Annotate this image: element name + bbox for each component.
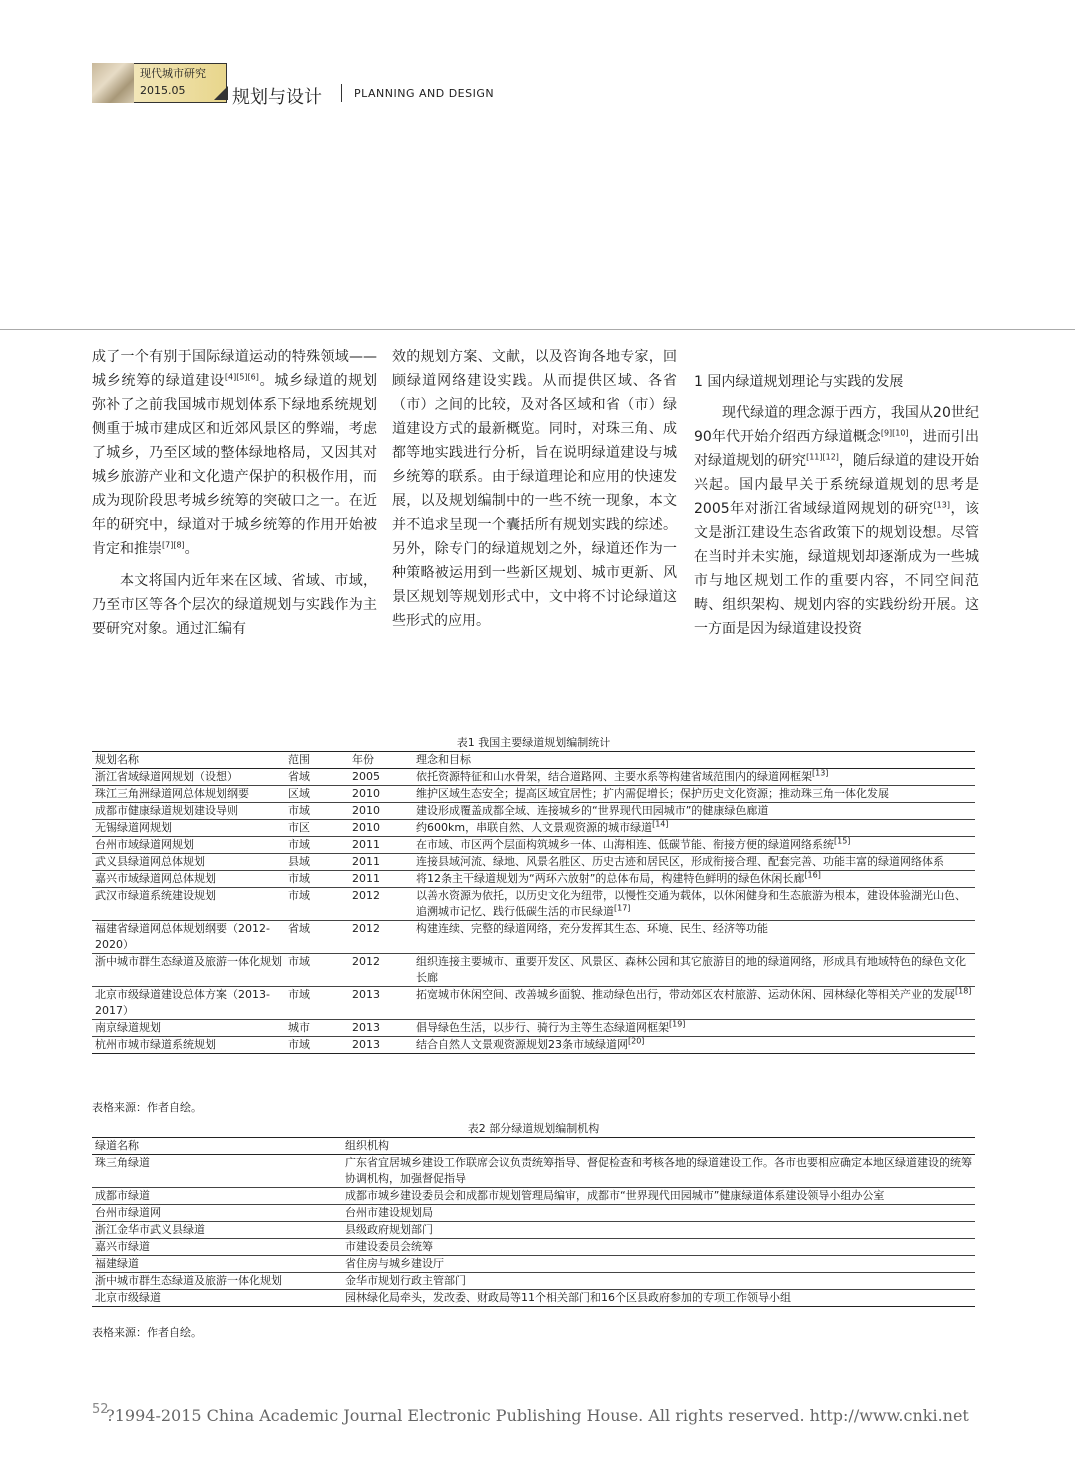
table-cell xyxy=(342,1290,975,1307)
cell-text: 2010 xyxy=(352,821,380,834)
cell-text: 浙中城市群生态绿道及旅游一体化规划 xyxy=(95,1274,282,1287)
table-cell xyxy=(342,1155,975,1188)
column-header: 理念和目标 xyxy=(413,752,975,769)
cell-text: 2013 xyxy=(352,988,380,1001)
table-cell xyxy=(349,888,413,921)
citation: [20] xyxy=(628,1036,645,1046)
cell-text: 市建设委员会统筹 xyxy=(345,1240,433,1253)
table-row xyxy=(92,1205,975,1222)
table-row xyxy=(92,1239,975,1256)
cell-text: 组织连接主要城市、重要开发区、风景区、森林公园和其它旅游目的地的绿道网络，形成具有地域特色的绿色文化长廊 xyxy=(416,955,966,984)
cell-text: 武汉市绿道系统建设规划 xyxy=(95,889,216,902)
table-cell xyxy=(342,1256,975,1273)
column-header: 组织机构 xyxy=(342,1138,975,1155)
table2-header-row xyxy=(92,1138,975,1155)
cell-text: 广东省宜居城乡建设工作联席会议负责统筹指导、督促检查和考核各地的绿道建设工作。各市也要相应确定本地区绿道建设的统筹协调机构，加强督促指导 xyxy=(345,1156,972,1185)
table-cell xyxy=(285,820,349,837)
table-cell xyxy=(285,888,349,921)
journal-name: 现代城市研究 xyxy=(140,67,206,80)
table-cell xyxy=(285,871,349,888)
table-cell xyxy=(92,954,285,987)
citation: [7][8] xyxy=(162,540,185,550)
table-cell xyxy=(349,803,413,820)
table-cell xyxy=(342,1188,975,1205)
text-run: 现代绿道的理念源于西方，我国从20世纪90年代开始介绍西方绿道概念 xyxy=(694,405,979,445)
section-title: 规划与设计 xyxy=(232,87,322,108)
table-cell xyxy=(92,871,285,888)
cell-text: 县级政府规划部门 xyxy=(345,1223,433,1236)
section-title-en: PLANNING AND DESIGN xyxy=(354,87,495,100)
table-cell xyxy=(285,987,349,1020)
table-cell xyxy=(349,921,413,954)
table-cell xyxy=(349,786,413,803)
table-cell xyxy=(92,987,285,1020)
table-cell xyxy=(285,1037,349,1054)
cell-text: 市域 xyxy=(288,988,310,1001)
table2 xyxy=(92,1137,975,1307)
table-cell xyxy=(92,1290,342,1307)
section-heading: 1 国内绿道规划理论与实践的发展 xyxy=(694,374,904,390)
paragraph: 效的规划方案、文献，以及咨询各地专家，回顾绿道网络建设实践。从而提供区域、各省（市）之间的比较，及对各区域和省（市）绿道建设方式的最新概览。同时，对珠三角、成都等地实践进行分析，旨在说明绿道建设与城乡统筹的联系。由于绿道理论和应用的快速发展，以及规划编制中的一些不统一现象，本文并不追求呈现一个囊括所有规划实践的综述。另外，除专门的绿道规划之外，绿道还作为一种策略被运用到一些新区规划、城市更新、风景区规划等规划形式中，文中将不讨论绿道这些形式的应用。 xyxy=(392,349,677,629)
column-header: 规划名称 xyxy=(92,752,285,769)
citation: [11][12] xyxy=(806,452,839,462)
cell-text: 2010 xyxy=(352,787,380,800)
table-cell xyxy=(92,769,285,786)
cell-text: 嘉兴市域绿道网总体规划 xyxy=(95,872,216,885)
table-cell xyxy=(92,1188,342,1205)
cell-text: 北京市级绿道建设总体方案（2013-2017） xyxy=(95,988,270,1017)
table2-caption: 表2 部分绿道规划编制机构 xyxy=(467,1122,600,1135)
table-row xyxy=(92,854,975,871)
table-cell xyxy=(92,854,285,871)
table-cell xyxy=(349,854,413,871)
cell-text: 2012 xyxy=(352,955,380,968)
table-cell xyxy=(349,987,413,1020)
table-cell xyxy=(92,1256,342,1273)
table-cell xyxy=(349,769,413,786)
cell-text: 武义县绿道网总体规划 xyxy=(95,855,205,868)
table-cell xyxy=(413,786,975,803)
citation: [14] xyxy=(652,819,669,829)
cell-text: 拓宽城市休闲空间、改善城乡面貌、推动绿色出行，带动郊区农村旅游、运动休闲、园林绿化等相关产业的发展 xyxy=(416,988,955,1001)
text-run: 。 xyxy=(184,541,199,557)
cell-text: 维护区域生态安全；提高区域宜居性；扩内需促增长；保护历史文化资源；推动珠三角一体化发展 xyxy=(416,787,889,800)
table1-caption: 表1 我国主要绿道规划编制统计 xyxy=(456,736,611,749)
cell-text: 成都市健康绿道规划建设导则 xyxy=(95,804,238,817)
cell-text: 建设形成覆盖成都全域、连接城乡的“世界现代田园城市”的健康绿色廊道 xyxy=(416,804,769,817)
text-run: 成了一个有别于国际绿道运动的特殊领域——城乡统筹的绿道建设 xyxy=(92,349,377,389)
table-row xyxy=(92,1290,975,1307)
paragraph: 本文将国内近年来在区域、省域、市域，乃至市区等各个层次的绿道规划与实践作为主要研究对象。通过汇编有 xyxy=(92,573,377,637)
cell-text: 2005 xyxy=(352,770,380,783)
table-cell xyxy=(285,769,349,786)
cell-text: 南京绿道规划 xyxy=(95,1021,161,1034)
column-header: 年份 xyxy=(349,752,413,769)
cell-text: 城市 xyxy=(288,1021,310,1034)
cell-text: 市域 xyxy=(288,804,310,817)
table-row xyxy=(92,921,975,954)
cell-text: 市域 xyxy=(288,1038,310,1051)
body-column-1 xyxy=(92,345,377,641)
cell-text: 市域 xyxy=(288,838,310,851)
table-cell xyxy=(413,1037,975,1054)
cell-text: 省住房与城乡建设厅 xyxy=(345,1257,444,1270)
table-row xyxy=(92,1037,975,1054)
table-row xyxy=(92,769,975,786)
table-cell xyxy=(285,786,349,803)
cell-text: 依托资源特征和山水骨架，结合道路网、主要水系等构建省域范围内的绿道网框架 xyxy=(416,770,812,783)
cell-text: 2010 xyxy=(352,804,380,817)
table-cell xyxy=(349,1037,413,1054)
table-row xyxy=(92,786,975,803)
table-cell xyxy=(342,1205,975,1222)
cell-text: 嘉兴市绿道 xyxy=(95,1240,150,1253)
table-cell xyxy=(413,921,975,954)
journal-thumbnail-image xyxy=(92,63,134,103)
body-column-3 xyxy=(694,370,979,641)
text-run: ，随后绿道的建设开始兴起。国内最早关于系统绿道规划的思考是2005年对浙江省域绿道网规划的研究 xyxy=(694,453,980,517)
table-cell xyxy=(92,1155,342,1188)
table-row xyxy=(92,837,975,854)
table-row xyxy=(92,1256,975,1273)
table-cell xyxy=(413,837,975,854)
cell-text: 台州市绿道网 xyxy=(95,1206,161,1219)
cell-text: 台州市域绿道网规划 xyxy=(95,838,194,851)
table-cell xyxy=(285,954,349,987)
citation: [13] xyxy=(812,768,829,778)
table-cell xyxy=(92,803,285,820)
citation: [15] xyxy=(834,836,851,846)
cell-text: 无锡绿道网规划 xyxy=(95,821,172,834)
table-cell xyxy=(413,888,975,921)
table-row xyxy=(92,987,975,1020)
table2-source: 表格来源：作者自绘。 xyxy=(92,1326,202,1339)
text-run: ，该文是浙江建设生态省政策下的规划设想。尽管在当时并未实施，绿道规划却逐渐成为一些城市与地区规划工作的重要内容，不同空间范畴、组织架构、规划内容的实践纷纷开展。这一方面是因为绿道建设投资 xyxy=(694,501,979,637)
citation: [13] xyxy=(933,500,950,510)
table-cell xyxy=(349,954,413,987)
citation: [9][10] xyxy=(880,428,909,438)
column-header: 范围 xyxy=(285,752,349,769)
table-cell xyxy=(92,1205,342,1222)
table-row xyxy=(92,1020,975,1037)
cell-text: 区域 xyxy=(288,787,310,800)
cell-text: 浙江金华市武义县绿道 xyxy=(95,1223,205,1236)
table-cell xyxy=(413,803,975,820)
badge-corner-triangle xyxy=(214,86,228,100)
cell-text: 成都市绿道 xyxy=(95,1189,150,1202)
copyright-footer: ?1994-2015 China Academic Journal Electronic Publishing House. All rights reserved. http://www.cnki.net xyxy=(106,1406,969,1425)
citation: [16] xyxy=(804,870,821,880)
table-row xyxy=(92,1188,975,1205)
cell-text: 2011 xyxy=(352,838,380,851)
table-cell xyxy=(285,1020,349,1037)
text-run: 。城乡绿道的规划弥补了之前我国城市规划体系下绿地系统规划侧重于城市建成区和近郊风景区的弊端，考虑了城乡，乃至区域的整体绿地格局，又因其对城乡旅游产业和文化遗产保护的积极作用，而成为现阶段思考城乡统筹的突破口之一。在近年的研究中，绿道对于城乡统筹的作用开始被肯定和推崇 xyxy=(92,373,378,557)
table-cell xyxy=(285,921,349,954)
cell-text: 构建连续、完整的绿道网络，充分发挥其生态、环境、民生、经济等功能 xyxy=(416,922,768,935)
table-cell xyxy=(349,837,413,854)
citation: [18] xyxy=(955,986,972,996)
cell-text: 将12条主干绿道规划为“两环六放射”的总体布局，构建特色鲜明的绿色休闲长廊 xyxy=(416,872,805,885)
cell-text: 浙江省域绿道网规划（设想） xyxy=(95,770,238,783)
column-header: 绿道名称 xyxy=(92,1138,342,1155)
table-cell xyxy=(342,1222,975,1239)
citation: [17] xyxy=(614,903,631,913)
cell-text: 北京市级绿道 xyxy=(95,1291,161,1304)
table-cell xyxy=(92,820,285,837)
table-cell xyxy=(92,921,285,954)
table-cell xyxy=(285,837,349,854)
table-cell xyxy=(92,1222,342,1239)
paragraph xyxy=(694,401,979,641)
header-divider xyxy=(341,84,342,102)
cell-text: 台州市建设规划局 xyxy=(345,1206,433,1219)
table-cell xyxy=(342,1273,975,1290)
table-row xyxy=(92,871,975,888)
cell-text: 珠江三角洲绿道网总体规划纲要 xyxy=(95,787,249,800)
cell-text: 浙中城市群生态绿道及旅游一体化规划 xyxy=(95,955,282,968)
cell-text: 以善水资源为依托，以历史文化为纽带，以慢性交通为载体，以休闲健身和生态旅游为根本，建设体验湖光山色、追溯城市记忆、践行低碳生活的市民绿道 xyxy=(416,889,966,918)
cell-text: 2011 xyxy=(352,872,380,885)
table-cell xyxy=(349,820,413,837)
table-cell xyxy=(413,871,975,888)
cell-text: 在市域、市区两个层面构筑城乡一体、山海相连、低碳节能、衔接方便的绿道网络系统 xyxy=(416,838,834,851)
table-cell xyxy=(285,854,349,871)
table-cell xyxy=(92,837,285,854)
table-cell xyxy=(92,1273,342,1290)
body-column-2 xyxy=(392,345,677,633)
table-cell xyxy=(92,786,285,803)
cell-text: 2013 xyxy=(352,1038,380,1051)
cell-text: 连接县域河流、绿地、风景名胜区、历史古迹和居民区，形成衔接合理、配套完善、功能丰富的绿道网络体系 xyxy=(416,855,944,868)
cell-text: 成都市城乡建设委员会和成都市规划管理局编审，成都市“世界现代田园城市”健康绿道体系建设领导小组办公室 xyxy=(345,1189,885,1202)
table1 xyxy=(92,751,975,1054)
table1-source: 表格来源：作者自绘。 xyxy=(92,1101,202,1114)
cell-text: 杭州市城市绿道系统规划 xyxy=(95,1038,216,1051)
cell-text: 2013 xyxy=(352,1021,380,1034)
table1-header-row xyxy=(92,752,975,769)
cell-text: 2012 xyxy=(352,922,380,935)
table-cell xyxy=(92,888,285,921)
table-cell xyxy=(349,871,413,888)
cell-text: 县域 xyxy=(288,855,310,868)
cell-text: 市域 xyxy=(288,889,310,902)
cell-text: 市区 xyxy=(288,821,310,834)
table-cell xyxy=(342,1239,975,1256)
cell-text: 2011 xyxy=(352,855,380,868)
table-cell xyxy=(92,1020,285,1037)
cell-text: 珠三角绿道 xyxy=(95,1156,150,1169)
table-row xyxy=(92,803,975,820)
table-cell xyxy=(92,1239,342,1256)
table-row xyxy=(92,820,975,837)
cell-text: 省域 xyxy=(288,770,310,783)
table-row xyxy=(92,1222,975,1239)
table-cell xyxy=(285,803,349,820)
cell-text: 金华市规划行政主管部门 xyxy=(345,1274,466,1287)
table-row xyxy=(92,954,975,987)
cell-text: 省域 xyxy=(288,922,310,935)
table-cell xyxy=(92,1037,285,1054)
cell-text: 市域 xyxy=(288,955,310,968)
table-cell xyxy=(349,1020,413,1037)
cell-text: 约600km，串联自然、人文景观资源的城市绿道 xyxy=(416,821,653,834)
table-cell xyxy=(413,769,975,786)
table-row xyxy=(92,888,975,921)
table-cell xyxy=(413,1020,975,1037)
cell-text: 市域 xyxy=(288,872,310,885)
cell-text: 2012 xyxy=(352,889,380,902)
table-row xyxy=(92,1155,975,1188)
cell-text: 倡导绿色生活，以步行、骑行为主等生态绿道网框架 xyxy=(416,1021,669,1034)
cell-text: 福建省绿道网总体规划纲要（2012-2020） xyxy=(95,922,270,951)
citation: [4][5][6] xyxy=(224,372,259,382)
page-number: 52 xyxy=(92,1402,109,1417)
journal-issue: 2015.05 xyxy=(140,84,186,97)
table-cell xyxy=(413,987,975,1020)
header-rule xyxy=(0,329,1075,330)
citation: [19] xyxy=(669,1019,686,1029)
cell-text: 园林绿化局牵头，发改委、财政局等11个相关部门和16个区县政府参加的专项工作领导小组 xyxy=(345,1291,791,1304)
cell-text: 福建绿道 xyxy=(95,1257,139,1270)
journal-badge xyxy=(92,63,228,103)
table-cell xyxy=(413,854,975,871)
table-cell xyxy=(413,954,975,987)
table-cell xyxy=(413,820,975,837)
cell-text: 结合自然人文景观资源规划23条市域绿道网 xyxy=(416,1038,628,1051)
paragraph xyxy=(92,345,377,561)
table-row xyxy=(92,1273,975,1290)
text-run: ，进而引出对绿道规划的研究 xyxy=(694,429,979,469)
